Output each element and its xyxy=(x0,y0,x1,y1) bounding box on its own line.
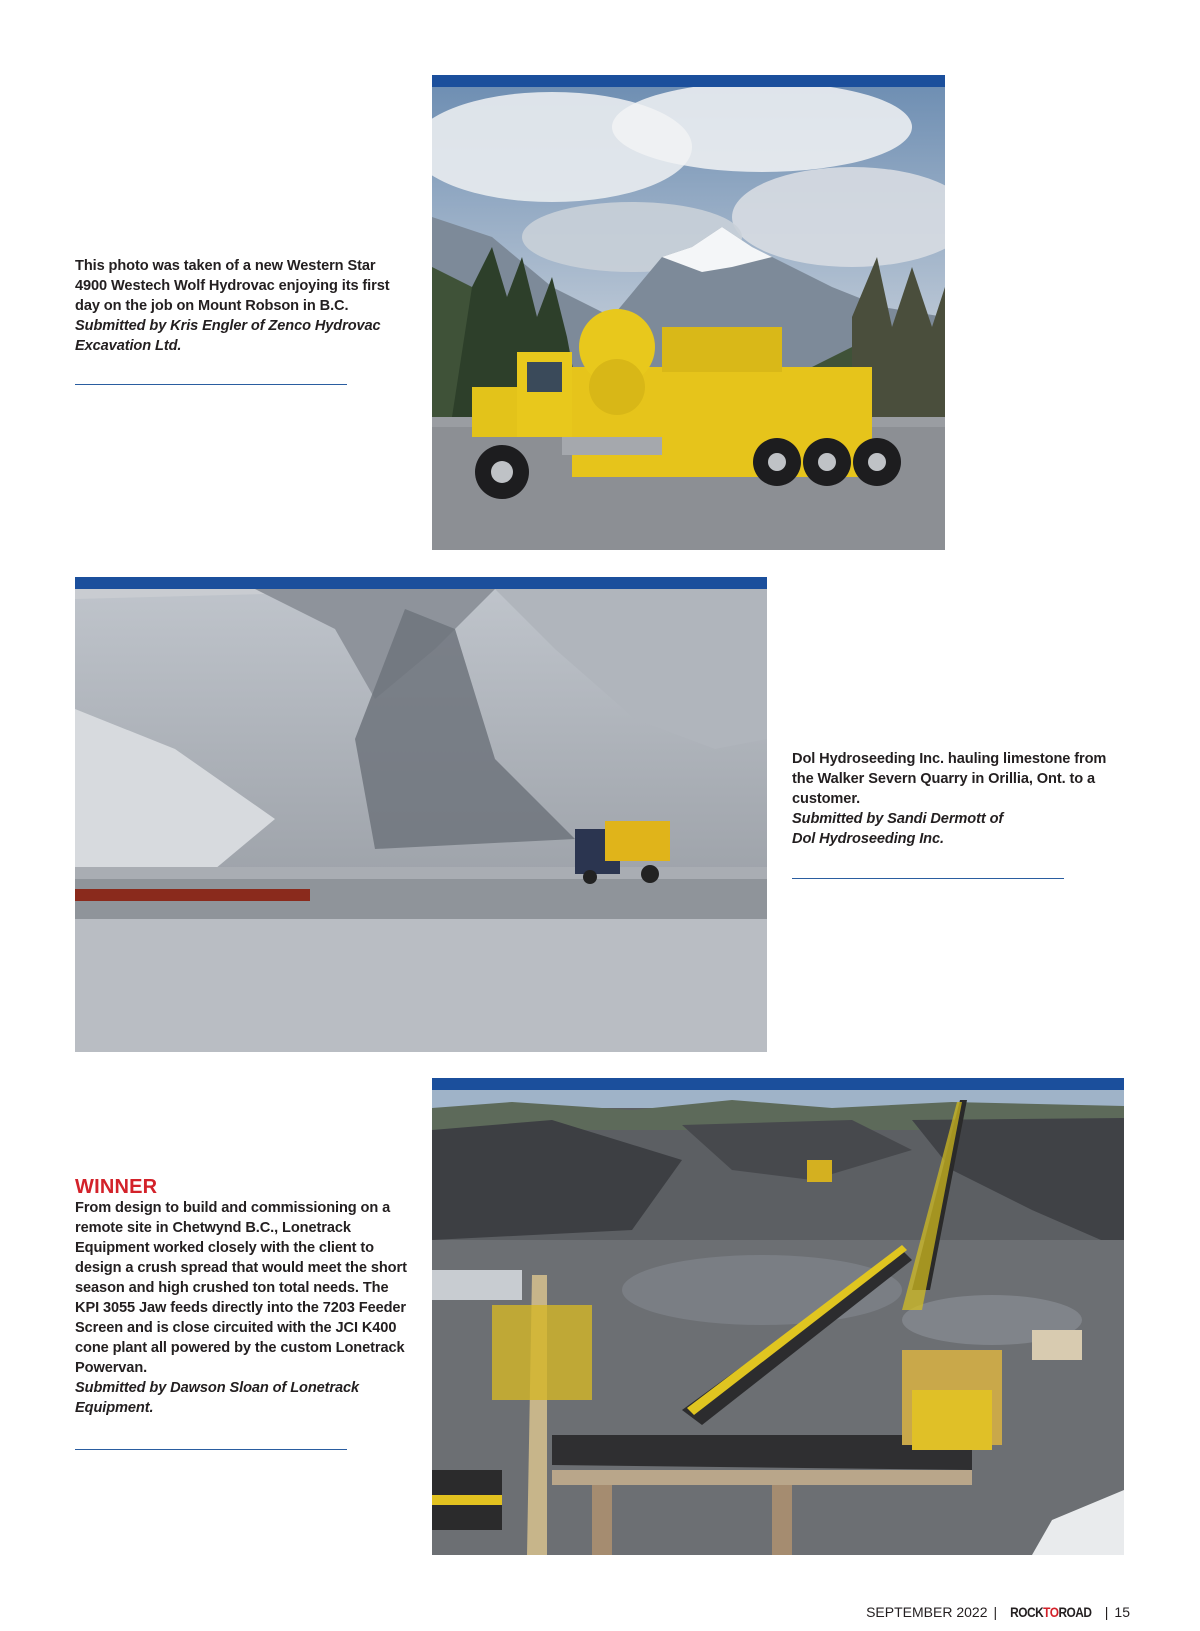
limestone-quarry-photo xyxy=(75,577,767,1052)
footer-separator: | xyxy=(993,1604,998,1620)
crusher-caption-divider xyxy=(75,1449,347,1450)
hydrovac-caption-credit: Submitted by Kris Engler of Zenco Hydrovac Excavation Ltd. xyxy=(75,318,381,354)
hydrovac-caption-text: This photo was taken of a new Western Star 4900 Westech Wolf Hydrovac enjoying its first day on the job on Mount Robson in B.C. xyxy=(75,258,390,314)
limestone-caption-divider xyxy=(792,878,1064,879)
crush-spread-photo xyxy=(432,1078,1124,1555)
crusher-caption-text: From design to build and commissioning on a remote site in Chetwynd B.C., Lonetrack Equipment worked closely with the client to design a crush spread that would meet the short season and high crushed ton total needs. The KPI 3055 Jaw feeds directly into the 7203 Feeder Screen and is close circuited with the JCI K400 cone plant all powered by the custom Lonetrack Powervan. xyxy=(75,1200,407,1376)
page-number: 15 xyxy=(1114,1604,1130,1620)
hydrovac-caption xyxy=(75,256,405,356)
limestone-caption-credit-line1: Submitted by Sandi Dermott of xyxy=(792,811,1004,827)
brand-to: TO xyxy=(1043,1604,1059,1620)
footer-separator-2: | xyxy=(1104,1604,1109,1620)
hydrovac-caption-divider xyxy=(75,384,347,385)
limestone-caption-text: Dol Hydroseeding Inc. hauling limestone from the Walker Severn Quarry in Orillia, Ont. to a customer. xyxy=(792,751,1107,807)
limestone-caption-credit-line2: Dol Hydroseeding Inc. xyxy=(792,831,944,847)
crusher-caption-credit: Submitted by Dawson Sloan of Lonetrack Equipment. xyxy=(75,1380,360,1416)
limestone-caption xyxy=(792,749,1112,849)
brand-road: ROAD xyxy=(1058,1604,1092,1620)
winner-label: WINNER xyxy=(75,1176,158,1198)
crusher-caption xyxy=(75,1176,410,1418)
page-footer xyxy=(866,1604,1130,1620)
brand-rock: ROCK xyxy=(1010,1604,1044,1620)
issue-date: SEPTEMBER 2022 xyxy=(866,1604,988,1620)
magazine-logo xyxy=(1010,1604,1091,1620)
hydrovac-truck-photo xyxy=(432,75,945,550)
